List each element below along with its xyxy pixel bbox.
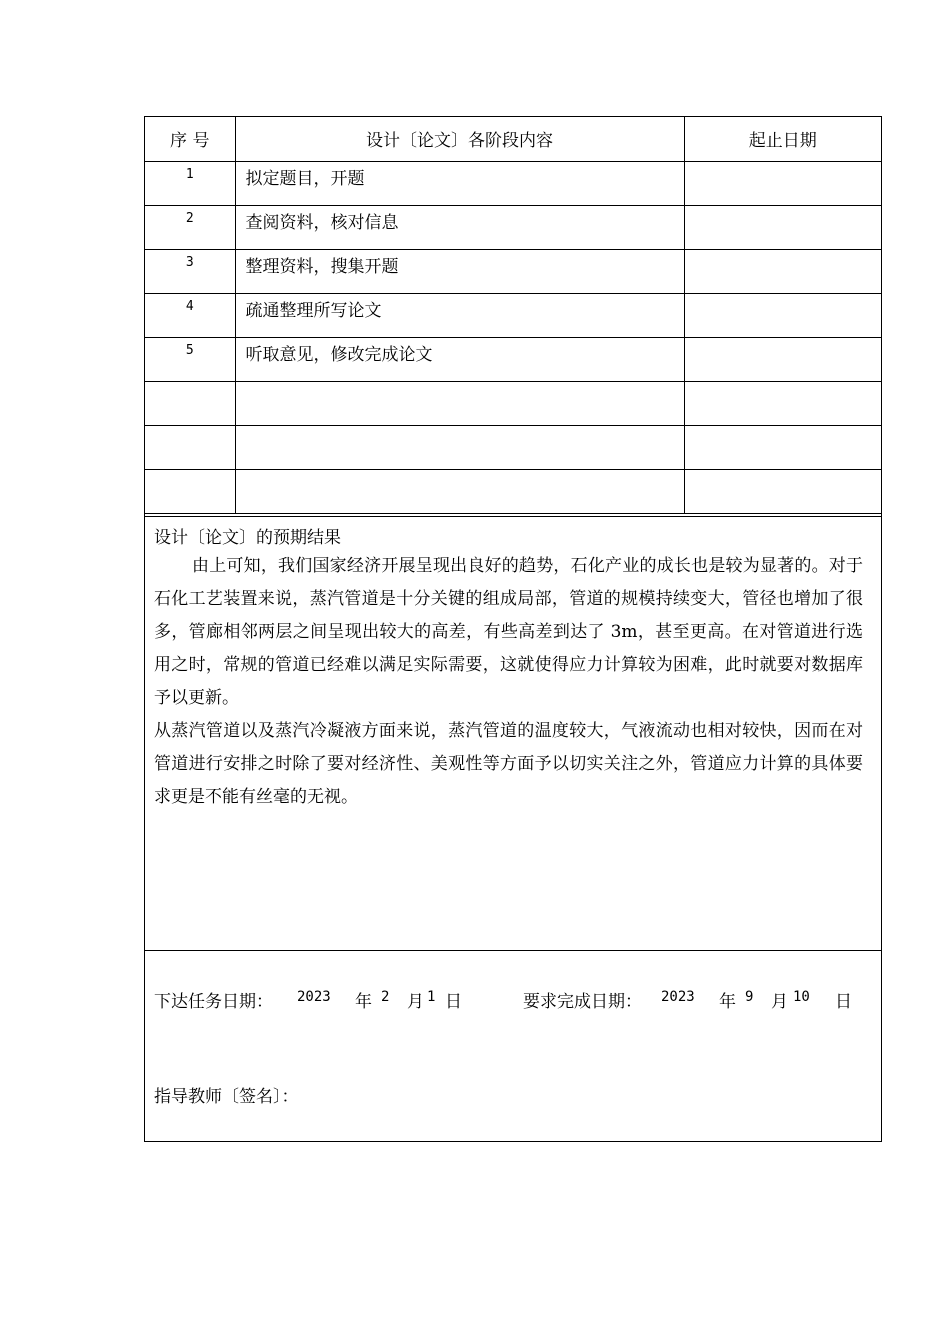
- row-dates: [684, 425, 881, 469]
- row-no: 1: [145, 161, 235, 205]
- issue-month: 2: [381, 989, 390, 1005]
- row-dates: [684, 249, 881, 293]
- expected-results-section: [145, 516, 881, 950]
- due-day: 10: [793, 989, 810, 1005]
- issue-year-unit: 年: [355, 992, 372, 1012]
- row-no: 4: [145, 293, 235, 337]
- header-dates: 起止日期: [684, 117, 881, 161]
- issue-day-unit: 日: [445, 992, 462, 1012]
- header-no: 序 号: [145, 117, 235, 161]
- row-content: 疏通整理所写论文: [235, 293, 684, 337]
- table-row: [145, 161, 881, 205]
- row-dates: [684, 469, 881, 513]
- row-dates: [684, 381, 881, 425]
- row-no: 3: [145, 249, 235, 293]
- table-row: [145, 205, 881, 249]
- issue-date-label: 下达任务日期：: [154, 992, 273, 1012]
- results-heading: 设计〔论文〕的预期结果: [154, 528, 341, 548]
- stage-table: [145, 117, 881, 514]
- dates-signature-section: [145, 950, 881, 1141]
- row-content: [235, 469, 684, 513]
- header-content: 设计〔论文〕各阶段内容: [235, 117, 684, 161]
- due-month: 9: [745, 989, 754, 1005]
- row-no: [145, 469, 235, 513]
- row-dates: [684, 205, 881, 249]
- row-no: 5: [145, 337, 235, 381]
- signature-label: 指导教师〔签名〕：: [154, 1087, 299, 1107]
- task-form: [144, 116, 882, 1142]
- table-row: [145, 249, 881, 293]
- row-content: 听取意见，修改完成论文: [235, 337, 684, 381]
- row-no: [145, 381, 235, 425]
- table-header-row: [145, 117, 881, 161]
- row-dates: [684, 337, 881, 381]
- due-day-unit: 日: [835, 992, 852, 1012]
- due-month-unit: 月: [771, 992, 788, 1012]
- row-content: 拟定题目，开题: [235, 161, 684, 205]
- issue-year: 2023: [297, 989, 331, 1005]
- table-row: [145, 337, 881, 381]
- due-date-label: 要求完成日期：: [523, 992, 642, 1012]
- table-row: [145, 425, 881, 469]
- row-dates: [684, 161, 881, 205]
- table-row: [145, 469, 881, 513]
- due-year-unit: 年: [719, 992, 736, 1012]
- results-paragraph-2: 从蒸汽管道以及蒸汽冷凝液方面来说，蒸汽管道的温度较大，气液流动也相对较快，因而在对管道进行安排之时除了要对经济性、美观性等方面予以切实关注之外，管道应力计算的具体要求更是不能有丝毫的无视。: [154, 721, 863, 807]
- row-content: [235, 425, 684, 469]
- row-content: 查阅资料，核对信息: [235, 205, 684, 249]
- table-row: [145, 381, 881, 425]
- row-content: [235, 381, 684, 425]
- row-no: [145, 425, 235, 469]
- results-paragraph-1: 由上可知，我们国家经济开展呈现出良好的趋势，石化产业的成长也是较为显著的。对于石化工艺装置来说，蒸汽管道是十分关键的组成局部，管道的规模持续变大，管径也增加了很多，管廊相邻两层之间呈现出较大的高差，有些高差到达了 3m，甚至更高。在对管道进行选用之时，常规的管道已经难以满足实际需要，这就使得应力计算较为困难，此时就要对数据库予以更新。: [154, 556, 863, 708]
- row-no: 2: [145, 205, 235, 249]
- row-dates: [684, 293, 881, 337]
- due-year: 2023: [661, 989, 695, 1005]
- issue-month-unit: 月: [407, 992, 424, 1012]
- table-row: [145, 293, 881, 337]
- row-content: 整理资料，搜集开题: [235, 249, 684, 293]
- issue-day: 1: [427, 989, 436, 1005]
